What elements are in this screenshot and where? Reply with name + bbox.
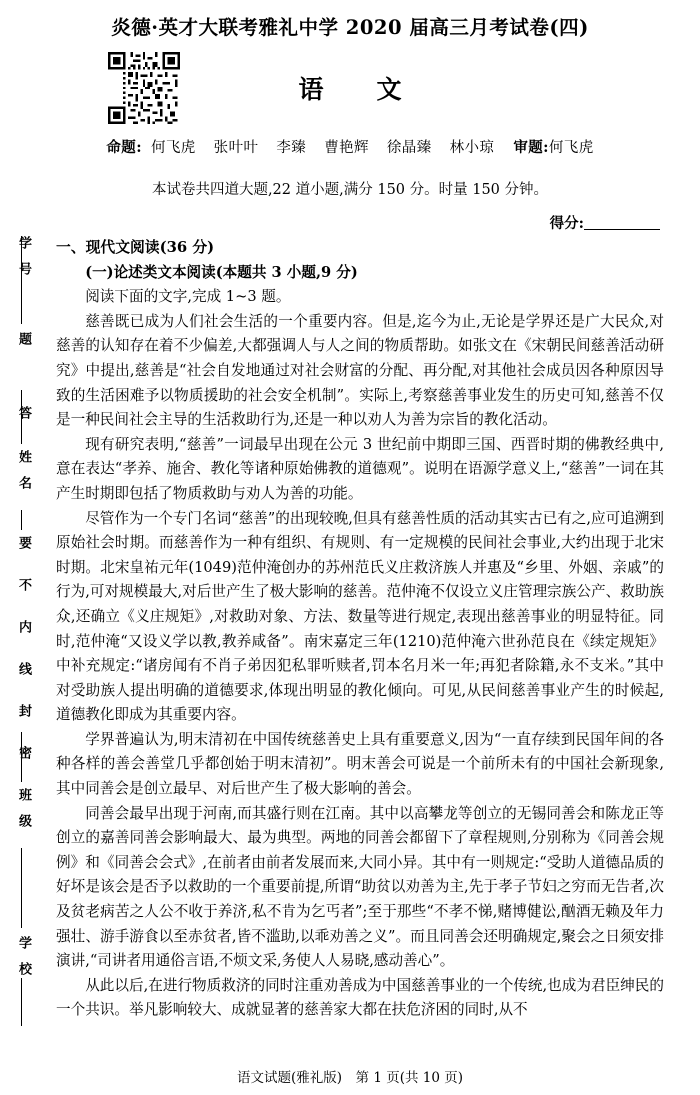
score-field: [550, 212, 660, 233]
author-6: 林小琼: [449, 140, 495, 156]
reviewer-label: 审题:: [513, 139, 549, 156]
authors-line: [0, 136, 700, 157]
seal-line-column: [6, 236, 40, 1026]
sub-heading: (一)论述类文本阅读(本题共 3 小题,9 分): [85, 263, 358, 281]
author-1: 何飞虎: [150, 140, 196, 156]
seal-rule-f: [21, 848, 23, 928]
seal-label-xian: 线: [16, 662, 31, 675]
author-4: 曹艳辉: [324, 140, 369, 156]
subject-title: 语 文: [298, 75, 416, 104]
seal-label-bu: 不: [16, 578, 31, 591]
paragraph-3: 尽管作为一个专门名词“慈善”的出现较晚,但具有慈善性质的活动其实古已有之,应可追溯到原始社会时期。而慈善作为一种有组织、有规则、有一定规模的民间社会事业,大约出现于北宋时期。北宋皇祐元年(1049)范仲淹创办的苏州范氏义庄救济族人并惠及“乡里、外姻、亲戚”的行为,可对规模最大,对后世产生了极大影响的慈善。范仲淹不仅设立义庄管理宗族公产、救助族众,还确立《义庄规矩》,对救助对象、方法、数量等进行规定,表现出慈善事业的明显特征。同时,范仲淹“又设义学以教,教养咸备”。南宋嘉定三年(1210)范仲淹六世孙范良在《续定规矩》中补充规定:“诸房闻有不肖子弟因犯私罪听赎者,罚本名月米一年;再犯者除籍,永不支米。”其中对受助族人提出明确的道德要求,体现出明显的教化倾向。可见,从民间慈善事业产生的时候起,道德教化即成为其重要内容。: [56, 509, 664, 724]
paragraph-5: 同善会最早出现于河南,而其盛行则在江南。其中以高攀龙等创立的无锡同善会和陈龙正等创立的嘉善同善会影响最大、最为典型。两地的同善会都留下了章程规则,分别称为《同善会规例》和《同善会会式》,在前者由前者发展而来,大同小异。其中有一则规定:“受助人道德品质的好坏是该会是否予以救助的一个重要前提,所谓“助贫以劝善为主,先于孝子节妇之穷而无告者,次及贫老病苦之人公不收于养济,私不肯为乞丐者”;至于那些“不孝不悌,赌博健讼,酗酒无赖及年力强壮、游手游食以至赤贫者,皆不滥助,以乖劝善之义”。而且同善会还明确规定,聚会之日须安排演讲,“司讲者用通俗言语,不烦文采,务使人人易晓,感动善心”。: [56, 804, 664, 970]
seal-rule-b: [21, 390, 23, 444]
section-heading: 一、现代文阅读(36 分): [56, 239, 215, 256]
paragraph-6: 从此以后,在进行物质救济的同时注重劝善成为中国慈善事业的一个传统,也成为君臣绅民的一个共识。举凡影响较大、成就显著的慈善家大都在扶危济困的同时,从不: [56, 976, 664, 1019]
author-2: 张叶叶: [213, 140, 259, 156]
reviewer-name: 何飞虎: [548, 140, 594, 156]
seal-label-mi: 密: [16, 746, 31, 759]
paragraph-4: 学界普遍认为,明末清初在中国传统慈善史上具有重要意义,因为“一直存续到民国年间的各种各样的善会善堂几乎都创始于明末清初”。明末善会可说是一个前所未有的中国社会新现象,其中同善会是创立最早、对后世产生了极大影响的善会。: [56, 730, 664, 798]
page-title: 炎德·英才大联考雅礼中学 2020 届高三月考试卷(四): [111, 16, 589, 39]
seal-label-class: 班 级: [16, 788, 31, 827]
seal-label-feng: 封: [16, 704, 31, 717]
seal-label-nei: 内: [16, 620, 31, 633]
score-label: 得分:: [549, 215, 584, 232]
seal-label-da: 答: [16, 406, 31, 419]
seal-label-name: 姓 名: [16, 450, 31, 489]
author-5: 徐晶臻: [386, 140, 432, 156]
authors-label: 命题:: [106, 139, 142, 156]
seal-rule-e: [21, 732, 23, 782]
seal-rule-c: [21, 510, 23, 530]
seal-label-ti: 题: [16, 332, 31, 345]
seal-rule-g: [21, 978, 23, 1026]
seal-label-school: 学 校: [16, 936, 31, 975]
seal-label-yao: 要: [16, 536, 31, 549]
seal-label-student-id: 学 号: [16, 236, 31, 275]
paragraph-1: 慈善既已成为人们社会生活的一个重要内容。但是,迄今为止,无论是学界还是广大民众,对慈善的认知存在着不少偏差,大都强调人与人之间的物质帮助。如张文在《宋朝民间慈善活动研究》中提出,慈善是“社会自发地通过对社会财富的分配、再分配,对其他社会成员因各种原因导致的生活困难予以物质援助的社会安全机制”。实际上,考察慈善事业发生的历史可知,慈善不仅是一种民间社会主导的生活救助行为,还是一种以劝人为善为宗旨的教化活动。: [56, 312, 664, 429]
page-footer: 语文试题(雅礼版) 第 1 页(共 10 页): [237, 1070, 463, 1086]
exam-note: 本试卷共四道大题,22 道小题,满分 150 分。时量 150 分钟。: [151, 182, 549, 198]
seal-rule-a: [21, 236, 23, 324]
paragraph-2: 现有研究表明,“慈善”一词最早出现在公元 3 世纪前中期即三国、西晋时期的佛教经典中,意在表达“孝养、施舍、教化等诸种原始佛教的道德观”。说明在语源学意义上,“慈善”一词在其产生时期即包括了物质救助与劝人为善的功能。: [56, 435, 664, 502]
instruction: 阅读下面的文字,完成 1~3 题。: [85, 288, 291, 306]
score-blank: [584, 215, 660, 230]
document-body: [56, 236, 664, 1023]
author-3: 李臻: [276, 140, 307, 156]
